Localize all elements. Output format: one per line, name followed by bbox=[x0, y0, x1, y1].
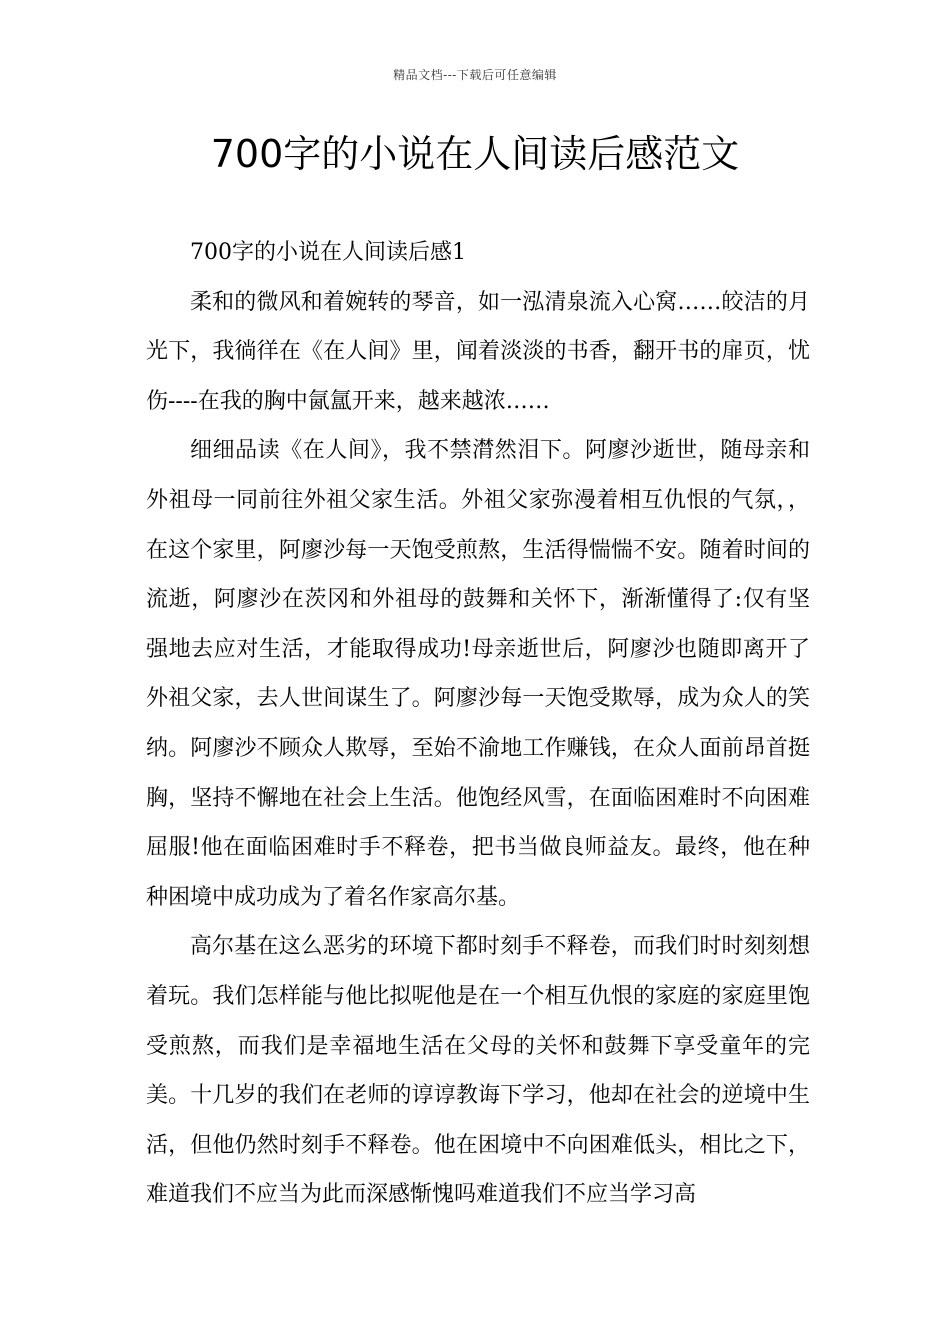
document-body bbox=[146, 228, 810, 1220]
header-note: 精品文档---下载后可任意编辑 bbox=[393, 68, 557, 82]
paragraph-1: 柔和的微风和着婉转的琴音，如一泓清泉流入心窝……皎洁的月光下，我徜徉在《在人间》里，闻着淡淡的书香，翻开书的扉页，忧伤----在我的胸中氤氲开来，越来越浓…… bbox=[146, 289, 810, 414]
document-title: 700字的小说在人间读后感范文 bbox=[210, 132, 740, 176]
paragraph-2: 细细品读《在人间》，我不禁潸然泪下。阿廖沙逝世，随母亲和外祖母一同前往外祖父家生活。外祖父家弥漫着相互仇恨的气氛，，在这个家里，阿廖沙每一天饱受煎熬，生活得惴惴不安。随着时间的流逝，阿廖沙在茨冈和外祖母的鼓舞和关怀下，渐渐懂得了:仅有坚强地去应对生活，才能取得成功!母亲逝世后，阿廖沙也随即离开了外祖父家，去人世间谋生了。阿廖沙每一天饱受欺辱，成为众人的笑纳。阿廖沙不顾众人欺辱，至始不渝地工作赚钱，在众人面前昂首挺胸，坚持不懈地在社会上生活。他饱经风雪，在面临困难时不向困难屈服!他在面临困难时手不释卷，把书当做良师益友。最终，他在种种困境中成功成为了着名作家高尔基。 bbox=[146, 438, 810, 910]
section-subtitle: 700字的小说在人间读后感1 bbox=[190, 240, 466, 265]
paragraph-3: 高尔基在这么恶劣的环境下都时刻手不释卷，而我们时时刻刻想着玩。我们怎样能与他比拟呢他是在一个相互仇恨的家庭的家庭里饱受煎熬，而我们是幸福地生活在父母的关怀和鼓舞下享受童年的完美。十几岁的我们在老师的谆谆教诲下学习，他却在社会的逆境中生活，但他仍然时刻手不释卷。他在困境中不向困难低头，相比之下，难道我们不应当为此而深感惭愧吗难道我们不应当学习高 bbox=[146, 934, 810, 1208]
